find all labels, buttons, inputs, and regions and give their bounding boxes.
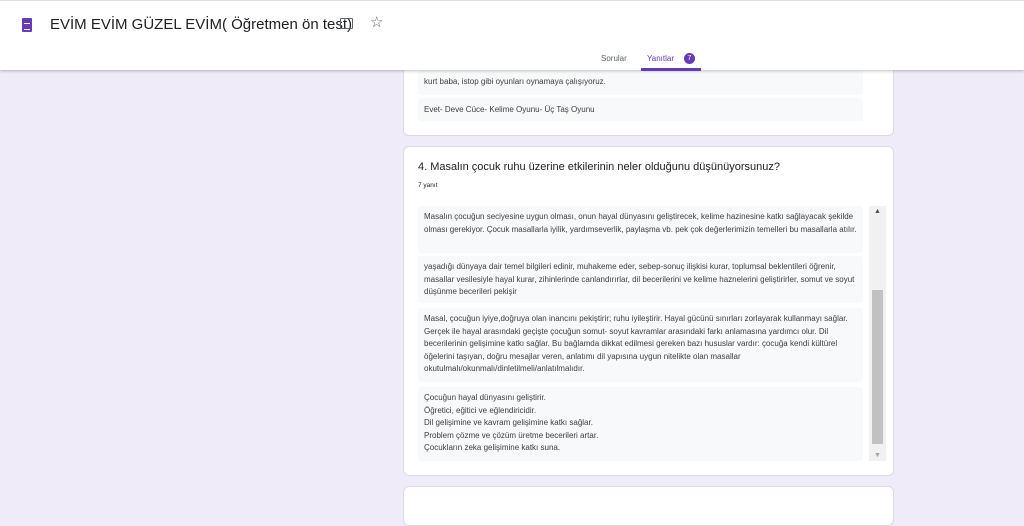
app-header xyxy=(0,0,1024,70)
response-item: Masalın çocuğun seciyesine uygun olması, onun hayal dünyasını geliştirecek, kelime hazinesine katkı sağlayacak şekilde olması gerekiyor. Çocuk masallarla iyilik, yardımseverlik, paylaşma vb. pek çok değerlerimizin temelleri bu masallarla atılır. xyxy=(418,206,863,253)
response-item: Masal, çocuğun iyiye,doğruya olan inancını pekiştirir; ruhu iyileştirir. Hayal gücünü sınırları zorlayarak kullanmayı sağlar. Gerçek ile hayal arasındaki geçişte çocuğun somut- soyut kavramlar arasındaki farkı anlamasına yardımcı olur. Dil becerilerinin gelişimine katkı sağlar. Bu bağlamda dikkat edilmesi gereken bazı hususlar vardır: çocuğa kendi kültürel öğelerini taşıyan, doğru mesajlar veren, anlatımı dil yapısına uygun nitelikte olan masallar okutulmalı/okunmalı/dinletilmeli/anlatılmalıdır. xyxy=(418,308,863,382)
forms-doc-icon[interactable] xyxy=(22,18,32,32)
scrollbar-thumb[interactable] xyxy=(872,290,883,444)
response-count: 7 yanıt xyxy=(418,182,438,189)
tab-yanitlar[interactable]: Yanıtlar xyxy=(647,54,674,63)
question-card xyxy=(403,146,894,476)
response-item: Evet- Deve Cüce- Kelime Oyunu- Üç Taş Oyunu xyxy=(418,98,863,121)
scroll-up-icon[interactable]: ▲ xyxy=(874,208,881,215)
response-item: kurt baba, istop gibi oyunları oynamaya çalışıyoruz. xyxy=(418,71,863,95)
response-count-badge: 7 xyxy=(684,53,695,64)
tab-sorular[interactable]: Sorular xyxy=(601,54,627,63)
form-title[interactable]: EVİM EVİM GÜZEL EVİM( Öğretmen ön test) xyxy=(50,16,353,33)
star-icon[interactable]: ☆ xyxy=(370,14,384,31)
response-item: yaşadığı dünyaya dair temel bilgileri edinir, muhakeme eder, sebep-sonuç ilişkisi kurar, toplumsal beklentileri öğrenir, masallar vesilesiyle hayal kurar, zihinlerinde canlandırırlar, dil becerilerini ve kelime haznelerini geliştirirler, somut ve soyut düşünme becerileri pekişir xyxy=(418,256,863,303)
next-question-card xyxy=(403,486,894,526)
responses-scrollbar[interactable] xyxy=(869,206,886,461)
question-title: 4. Masalın çocuk ruhu üzerine etkilerinin neler olduğunu düşünüyorsunuz? xyxy=(418,161,781,173)
scroll-down-icon[interactable]: ▼ xyxy=(874,452,881,459)
active-tab-indicator xyxy=(641,68,701,71)
response-item: Çocuğun hayal dünyasını geliştirir. Öğretici, eğitici ve eğlendiricidir. Dil gelişimine ve kavram gelişimine katkı sağlar. Problem çözme ve çözüm üretme becerileri artar. Çocukların zeka gelişimine katkı suna. xyxy=(418,387,863,461)
folder-icon[interactable] xyxy=(340,18,353,29)
